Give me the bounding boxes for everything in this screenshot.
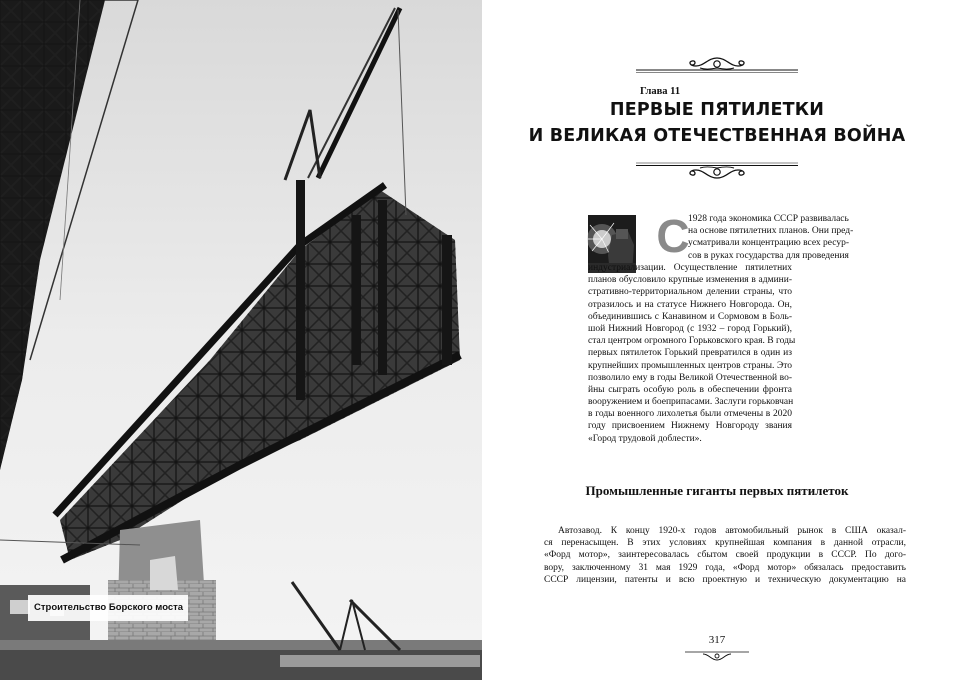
- text-line: йны сыграть особую роль в обеспечении фронта: [588, 384, 792, 395]
- page-number: 317: [708, 634, 726, 646]
- text-line: «Форд мотор», заинтересовалась сбытом своей продукции в СССР. По дого-: [544, 550, 906, 561]
- photo-caption: Строительство Борского моста: [34, 602, 184, 613]
- drop-cap: [656, 210, 690, 262]
- text-line: в годы военного лихолетья были отмечены в 2020: [588, 409, 792, 420]
- right-page: [482, 0, 964, 680]
- chapter-title-line-2: И ВЕЛИКАЯ ОТЕЧЕСТВЕННАЯ ВОЙНА: [528, 126, 906, 146]
- intro-paragraph-narrow: [688, 213, 854, 262]
- text-line: СССР лицензии, патенты и всю проектную и техническую документацию на: [544, 574, 906, 585]
- text-line: вооружением и боеприпасами. Заслуги горьковчан: [588, 397, 794, 408]
- text-line: 1928 года экономика СССР развивалась: [688, 214, 849, 224]
- title-ornament: [636, 158, 798, 180]
- chapter-title-line-1: ПЕРВЫЕ ПЯТИЛЕТКИ: [609, 100, 825, 120]
- text-line: стал центром огромного Горьковского края. В годы: [588, 336, 796, 347]
- text-line: усматривали концентрацию всех ресур-: [688, 238, 850, 249]
- text-line: крупнейших промышленных центров страны. Это: [588, 360, 792, 371]
- text-line: индустриализации. Осуществление пятилетних: [588, 263, 792, 273]
- chapter-label: Глава 11: [640, 86, 681, 97]
- page-number-ornament: [685, 648, 749, 662]
- text-line: году присвоением Нижнему Новгороду звания: [588, 421, 792, 432]
- text-line: первых пятилеток Горький превратился в один из: [588, 348, 792, 359]
- text-line: «Город трудовой доблести».: [588, 433, 702, 444]
- text-line: ся перенасыщен. В этих условиях крупнейшая компания в данной отрасли,: [544, 538, 906, 549]
- text-line: планов обусловило крупные изменения в админи-: [588, 275, 792, 286]
- svg-text:С: С: [656, 210, 690, 262]
- text-line: отразилось и на статусе Нижнего Новгорода. Он,: [588, 299, 792, 310]
- text-line: на основе пятилетних планов. Они пред-: [688, 226, 854, 237]
- text-line: стративно-территориальном делении страны, что: [588, 287, 792, 298]
- section-heading: Промышленные гиганты первых пятилеток: [585, 483, 849, 498]
- text-line: объединившись с Канавином и Сормовом в Боль-: [588, 311, 792, 322]
- text-line: позволило ему в годы Великой Отечественной во-: [588, 372, 792, 383]
- top-ornament: [636, 56, 798, 78]
- text-line: Автозавод. К концу 1920-х годов автомобильный рынок в США оказал-: [558, 526, 906, 536]
- section-paragraph: [544, 525, 906, 586]
- text-line: вору, заключенному 31 мая 1929 года, «Форд мотор» обязалась предоставить: [544, 562, 906, 573]
- text-line: сов в руках государства для проведения: [688, 250, 849, 261]
- intro-paragraph-full: [588, 262, 796, 445]
- text-line: шой Нижний Новгород (с 1932 – город Горький),: [588, 323, 792, 334]
